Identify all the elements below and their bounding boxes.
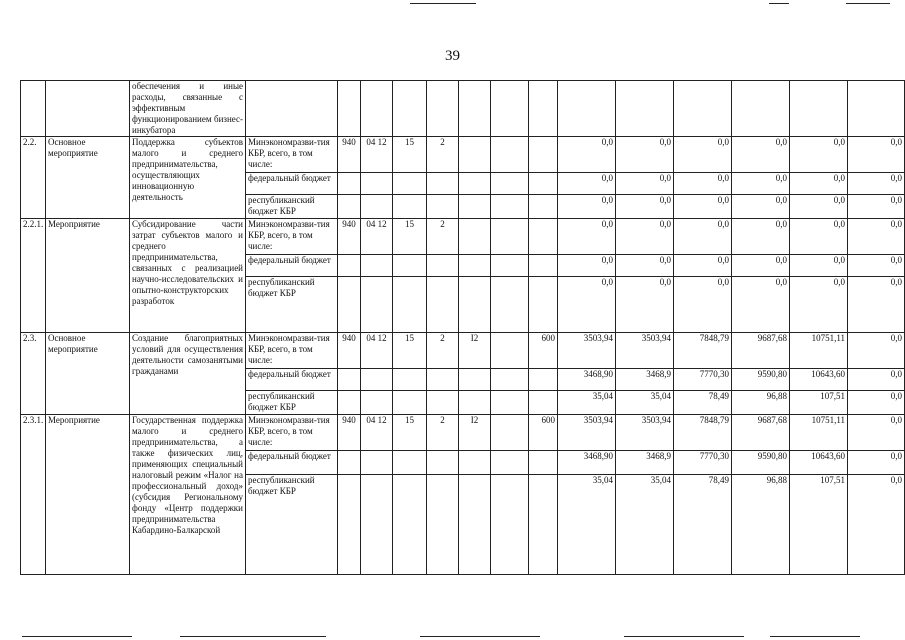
measure-name-cell: Создание благоприятных условий для осуществления деятельности самозанятыми гражданами	[130, 333, 246, 415]
value-cell: 0,0	[848, 415, 905, 451]
budget-source-cell: республиканский бюджет КБР	[246, 475, 338, 575]
page-number: 39	[445, 48, 460, 64]
measure-type-cell: Основное мероприятие	[46, 333, 130, 415]
value-cell: 7770,30	[674, 451, 732, 475]
pgp-cell: 2	[427, 137, 459, 173]
value-cell: 107,51	[790, 391, 848, 415]
vr-cell	[529, 137, 558, 173]
measure-name-cell: обеспечения и иные расходы, связанные с эффективным функционированием бизнес-инкубатора	[130, 81, 246, 137]
scan-line	[22, 636, 132, 637]
value-cell: 35,04	[558, 391, 616, 415]
value-cell: 78,49	[674, 475, 732, 575]
row-number-cell: 2.3.1.	[21, 415, 46, 575]
row-number-cell: 2.2.1.	[21, 219, 46, 333]
value-cell: 0,0	[732, 173, 790, 195]
value-cell: 0,0	[848, 451, 905, 475]
value-cell: 0,0	[558, 219, 616, 255]
value-cell: 0,0	[790, 219, 848, 255]
measure-type-cell: Мероприятие	[46, 415, 130, 575]
value-cell: 10643,60	[790, 451, 848, 475]
budget-table	[20, 80, 905, 575]
value-cell: 0,0	[558, 255, 616, 277]
gp-cell: 15	[393, 333, 427, 369]
value-cell: 0,0	[732, 255, 790, 277]
value-cell: 7848,79	[674, 415, 732, 451]
table-row	[21, 333, 905, 369]
measure-name-cell: Государственная поддержка малого и среднего предпринимательства, а также физических лиц, применяющих специальный налоговый режим «Налог на профессиональный доход» (субсидия Региональному фонду «Центр поддержки предпринимательства Кабардино-Балкарской	[130, 415, 246, 575]
measure-name-cell: Поддержка субъектов малого и среднего предпринимательства, осуществляющих инновационную деятельность	[130, 137, 246, 219]
value-cell: 0,0	[790, 255, 848, 277]
value-cell: 9687,68	[732, 415, 790, 451]
value-cell: 0,0	[616, 173, 674, 195]
gp-cell: 15	[393, 137, 427, 173]
grbs-cell: 940	[338, 219, 361, 255]
row-number-cell: 2.2.	[21, 137, 46, 219]
value-cell: 0,0	[848, 195, 905, 219]
value-cell: 0,0	[848, 369, 905, 391]
scan-line	[410, 3, 476, 4]
table-row	[21, 137, 905, 173]
table-row	[21, 81, 905, 137]
value-cell: 0,0	[732, 277, 790, 333]
value-cell: 3468,9	[616, 369, 674, 391]
measure-type-cell: Мероприятие	[46, 219, 130, 333]
value-cell: 7770,30	[674, 369, 732, 391]
value-cell: 0,0	[848, 255, 905, 277]
value-cell: 0,0	[674, 219, 732, 255]
value-cell: 0,0	[848, 219, 905, 255]
rzpr-cell: 04 12	[361, 137, 393, 173]
pgp-cell: 2	[427, 333, 459, 369]
value-cell: 107,51	[790, 475, 848, 575]
vr-cell: 600	[529, 333, 558, 369]
budget-source-cell: республиканский бюджет КБР	[246, 195, 338, 219]
value-cell: 0,0	[558, 195, 616, 219]
row-number-cell: 2.3.	[21, 333, 46, 415]
value-cell: 9687,68	[732, 333, 790, 369]
value-cell: 0,0	[790, 173, 848, 195]
value-cell: 3468,9	[616, 451, 674, 475]
executor-cell: Минэкономразви-тия КБР, всего, в том числе:	[246, 137, 338, 173]
value-cell: 96,88	[732, 391, 790, 415]
pgp-cell: 2	[427, 219, 459, 255]
value-cell: 3503,94	[558, 333, 616, 369]
gp-cell: 15	[393, 219, 427, 255]
value-cell: 0,0	[674, 277, 732, 333]
budget-source-cell: федеральный бюджет	[246, 255, 338, 277]
value-cell: 0,0	[790, 137, 848, 173]
value-cell: 78,49	[674, 391, 732, 415]
value-cell: 35,04	[616, 391, 674, 415]
rzpr-cell: 04 12	[361, 415, 393, 451]
value-cell: 3468,90	[558, 451, 616, 475]
value-cell: 0,0	[848, 333, 905, 369]
table-row	[21, 415, 905, 451]
value-cell: 0,0	[558, 137, 616, 173]
budget-source-cell: республиканский бюджет КБР	[246, 277, 338, 333]
executor-cell: Минэкономразви-тия КБР, всего, в том числе:	[246, 219, 338, 255]
scan-line	[846, 3, 890, 4]
value-cell: 0,0	[558, 277, 616, 333]
value-cell: 0,0	[848, 173, 905, 195]
value-cell: 10751,11	[790, 333, 848, 369]
value-cell: 0,0	[848, 475, 905, 575]
value-cell: 35,04	[616, 475, 674, 575]
measure-name-cell: Субсидирование части затрат субъектов малого и среднего предпринимательства, связанных с реализацией научно-исследовательских и опытно-конструкторских разработок	[130, 219, 246, 333]
value-cell: 0,0	[616, 255, 674, 277]
scan-line	[420, 636, 540, 637]
budget-source-cell: федеральный бюджет	[246, 369, 338, 391]
grbs-cell: 940	[338, 137, 361, 173]
budget-source-cell: федеральный бюджет	[246, 173, 338, 195]
budget-source-cell: федеральный бюджет	[246, 451, 338, 475]
scan-line	[624, 636, 744, 637]
value-cell: 0,0	[616, 277, 674, 333]
value-cell: 0,0	[674, 255, 732, 277]
value-cell: 96,88	[732, 475, 790, 575]
value-cell: 0,0	[848, 277, 905, 333]
scan-line	[769, 3, 789, 4]
value-cell: 9590,80	[732, 369, 790, 391]
value-cell: 0,0	[558, 173, 616, 195]
grbs-cell: 940	[338, 415, 361, 451]
value-cell: 3503,94	[558, 415, 616, 451]
vr-cell: 600	[529, 415, 558, 451]
executor-cell: Минэкономразви-тия КБР, всего, в том числе:	[246, 333, 338, 369]
value-cell: 0,0	[848, 137, 905, 173]
gp-cell: 15	[393, 415, 427, 451]
grbs-cell: 940	[338, 333, 361, 369]
value-cell: 0,0	[616, 195, 674, 219]
value-cell: 7848,79	[674, 333, 732, 369]
om-cell: I2	[459, 333, 491, 369]
value-cell: 0,0	[790, 195, 848, 219]
value-cell: 9590,80	[732, 451, 790, 475]
value-cell: 3503,94	[616, 415, 674, 451]
value-cell: 0,0	[674, 137, 732, 173]
measure-type-cell: Основное мероприятие	[46, 137, 130, 219]
scan-line	[770, 636, 860, 637]
rzpr-cell: 04 12	[361, 333, 393, 369]
value-cell: 35,04	[558, 475, 616, 575]
pgp-cell: 2	[427, 415, 459, 451]
budget-source-cell: республиканский бюджет КБР	[246, 391, 338, 415]
value-cell: 0,0	[732, 137, 790, 173]
value-cell: 0,0	[674, 173, 732, 195]
rzpr-cell: 04 12	[361, 219, 393, 255]
scan-line	[180, 636, 326, 637]
value-cell: 10643,60	[790, 369, 848, 391]
value-cell: 10751,11	[790, 415, 848, 451]
om-cell	[459, 137, 491, 173]
value-cell: 0,0	[616, 137, 674, 173]
om-cell: I2	[459, 415, 491, 451]
value-cell: 0,0	[848, 391, 905, 415]
executor-cell: Минэкономразви-тия КБР, всего, в том числе:	[246, 415, 338, 451]
table-row	[21, 219, 905, 255]
value-cell: 0,0	[616, 219, 674, 255]
value-cell: 3468,90	[558, 369, 616, 391]
value-cell: 0,0	[732, 219, 790, 255]
value-cell: 0,0	[674, 195, 732, 219]
value-cell: 0,0	[732, 195, 790, 219]
value-cell: 3503,94	[616, 333, 674, 369]
value-cell: 0,0	[790, 277, 848, 333]
